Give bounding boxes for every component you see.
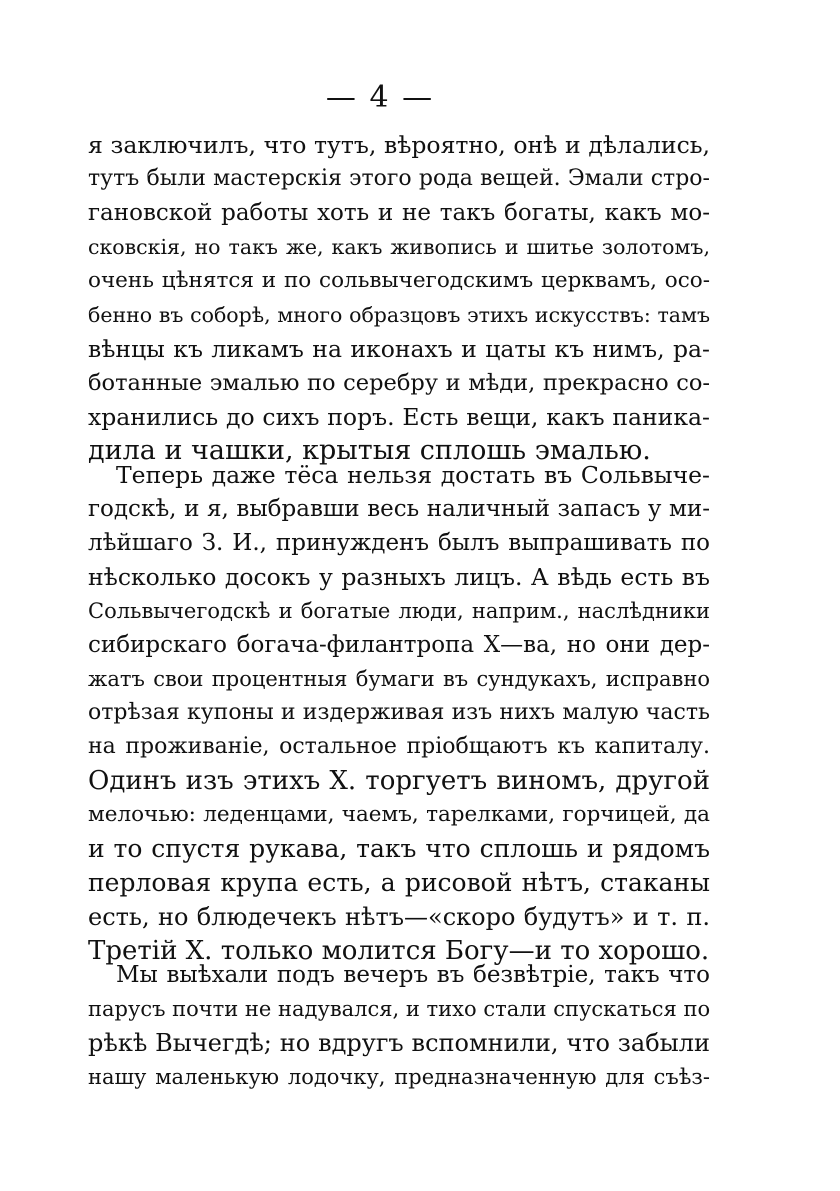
text-line: вѣнцы къ ликамъ на иконахъ и цаты къ нимъ, ра- [88, 335, 710, 363]
text-line: бенно въ соборѣ, много образцовъ этихъ искусствъ: тамъ [88, 303, 710, 327]
page-number: — 4 — [325, 80, 435, 115]
text-line: тутъ были мастерскія этого рода вещей. Эмали стро- [88, 166, 710, 191]
text-line: нѣсколько досокъ у разныхъ лицъ. А вѣдь есть въ [88, 563, 710, 591]
text-line: Одинъ изъ этихъ Х. торгуетъ виномъ, другой [88, 766, 710, 796]
text-line: лѣйшаго З. И., принужденъ былъ выпрашивать по [88, 530, 710, 556]
text-line: жатъ свои процентныя бумаги въ сундукахъ, исправно [88, 667, 710, 691]
text-line: Теперь даже тёса нельзя достать въ Сольвычe- [116, 461, 710, 489]
text-line: Третій Х. только молится Богу—и то хорошо. [88, 936, 710, 966]
text-line: есть, но блюдечекъ нѣтъ—«скоро будутъ» и т. п. [88, 903, 710, 931]
text-line: Мы выѣхали подъ вечеръ въ безвѣтріе, такъ что [116, 962, 710, 988]
text-line: на проживаніе, остальное пріобщаютъ къ капиталу. [88, 734, 710, 759]
text-line: и то спустя рукава, такъ что сплошь и рядомъ [88, 834, 710, 863]
text-line: Сольвычегодскѣ и богатые люди, наприм., наслѣдники [88, 599, 710, 623]
text-line: дила и чашки, крытыя сплошь эмалью. [88, 435, 651, 466]
text-line: отрѣзая купоны и издерживая изъ нихъ малую часть [88, 700, 710, 725]
text-line: сковскія, но такъ же, какъ живопись и шитье золотомъ, [88, 235, 710, 259]
text-line: перловая крупа есть, а рисовой нѣтъ, стаканы [88, 868, 710, 897]
text-line: рѣкѣ Вычегдѣ; но вдругъ вспомнили, что забыли [88, 1029, 710, 1057]
text-line: гановской работы хоть и не такъ богаты, какъ мо- [88, 200, 710, 226]
text-line: годскѣ, и я, выбравши весь наличный запасъ у ми- [88, 496, 710, 522]
text-line: сибирскаго богача-филантропа Х—ва, но они дер- [88, 632, 710, 658]
text-line: очень цѣнятся и по сольвычегодскимъ церквамъ, осо- [88, 268, 710, 293]
text-line: мелочью: леденцами, чаемъ, тарелками, горчицей, да [88, 802, 710, 827]
text-line: ботанные эмалью по серебру и мѣди, прекрасно со- [88, 370, 710, 396]
text-line: я заключилъ, что тутъ, вѣроятно, онѣ и дѣлались, [88, 131, 710, 159]
text-line: парусъ почти не надувался, и тихо стали спускаться по [88, 997, 710, 1021]
text-line: хранились до сихъ поръ. Есть вещи, какъ паника- [88, 403, 710, 431]
text-line: нашу маленькую лодочку, предназначенную для съѣз- [88, 1065, 710, 1089]
